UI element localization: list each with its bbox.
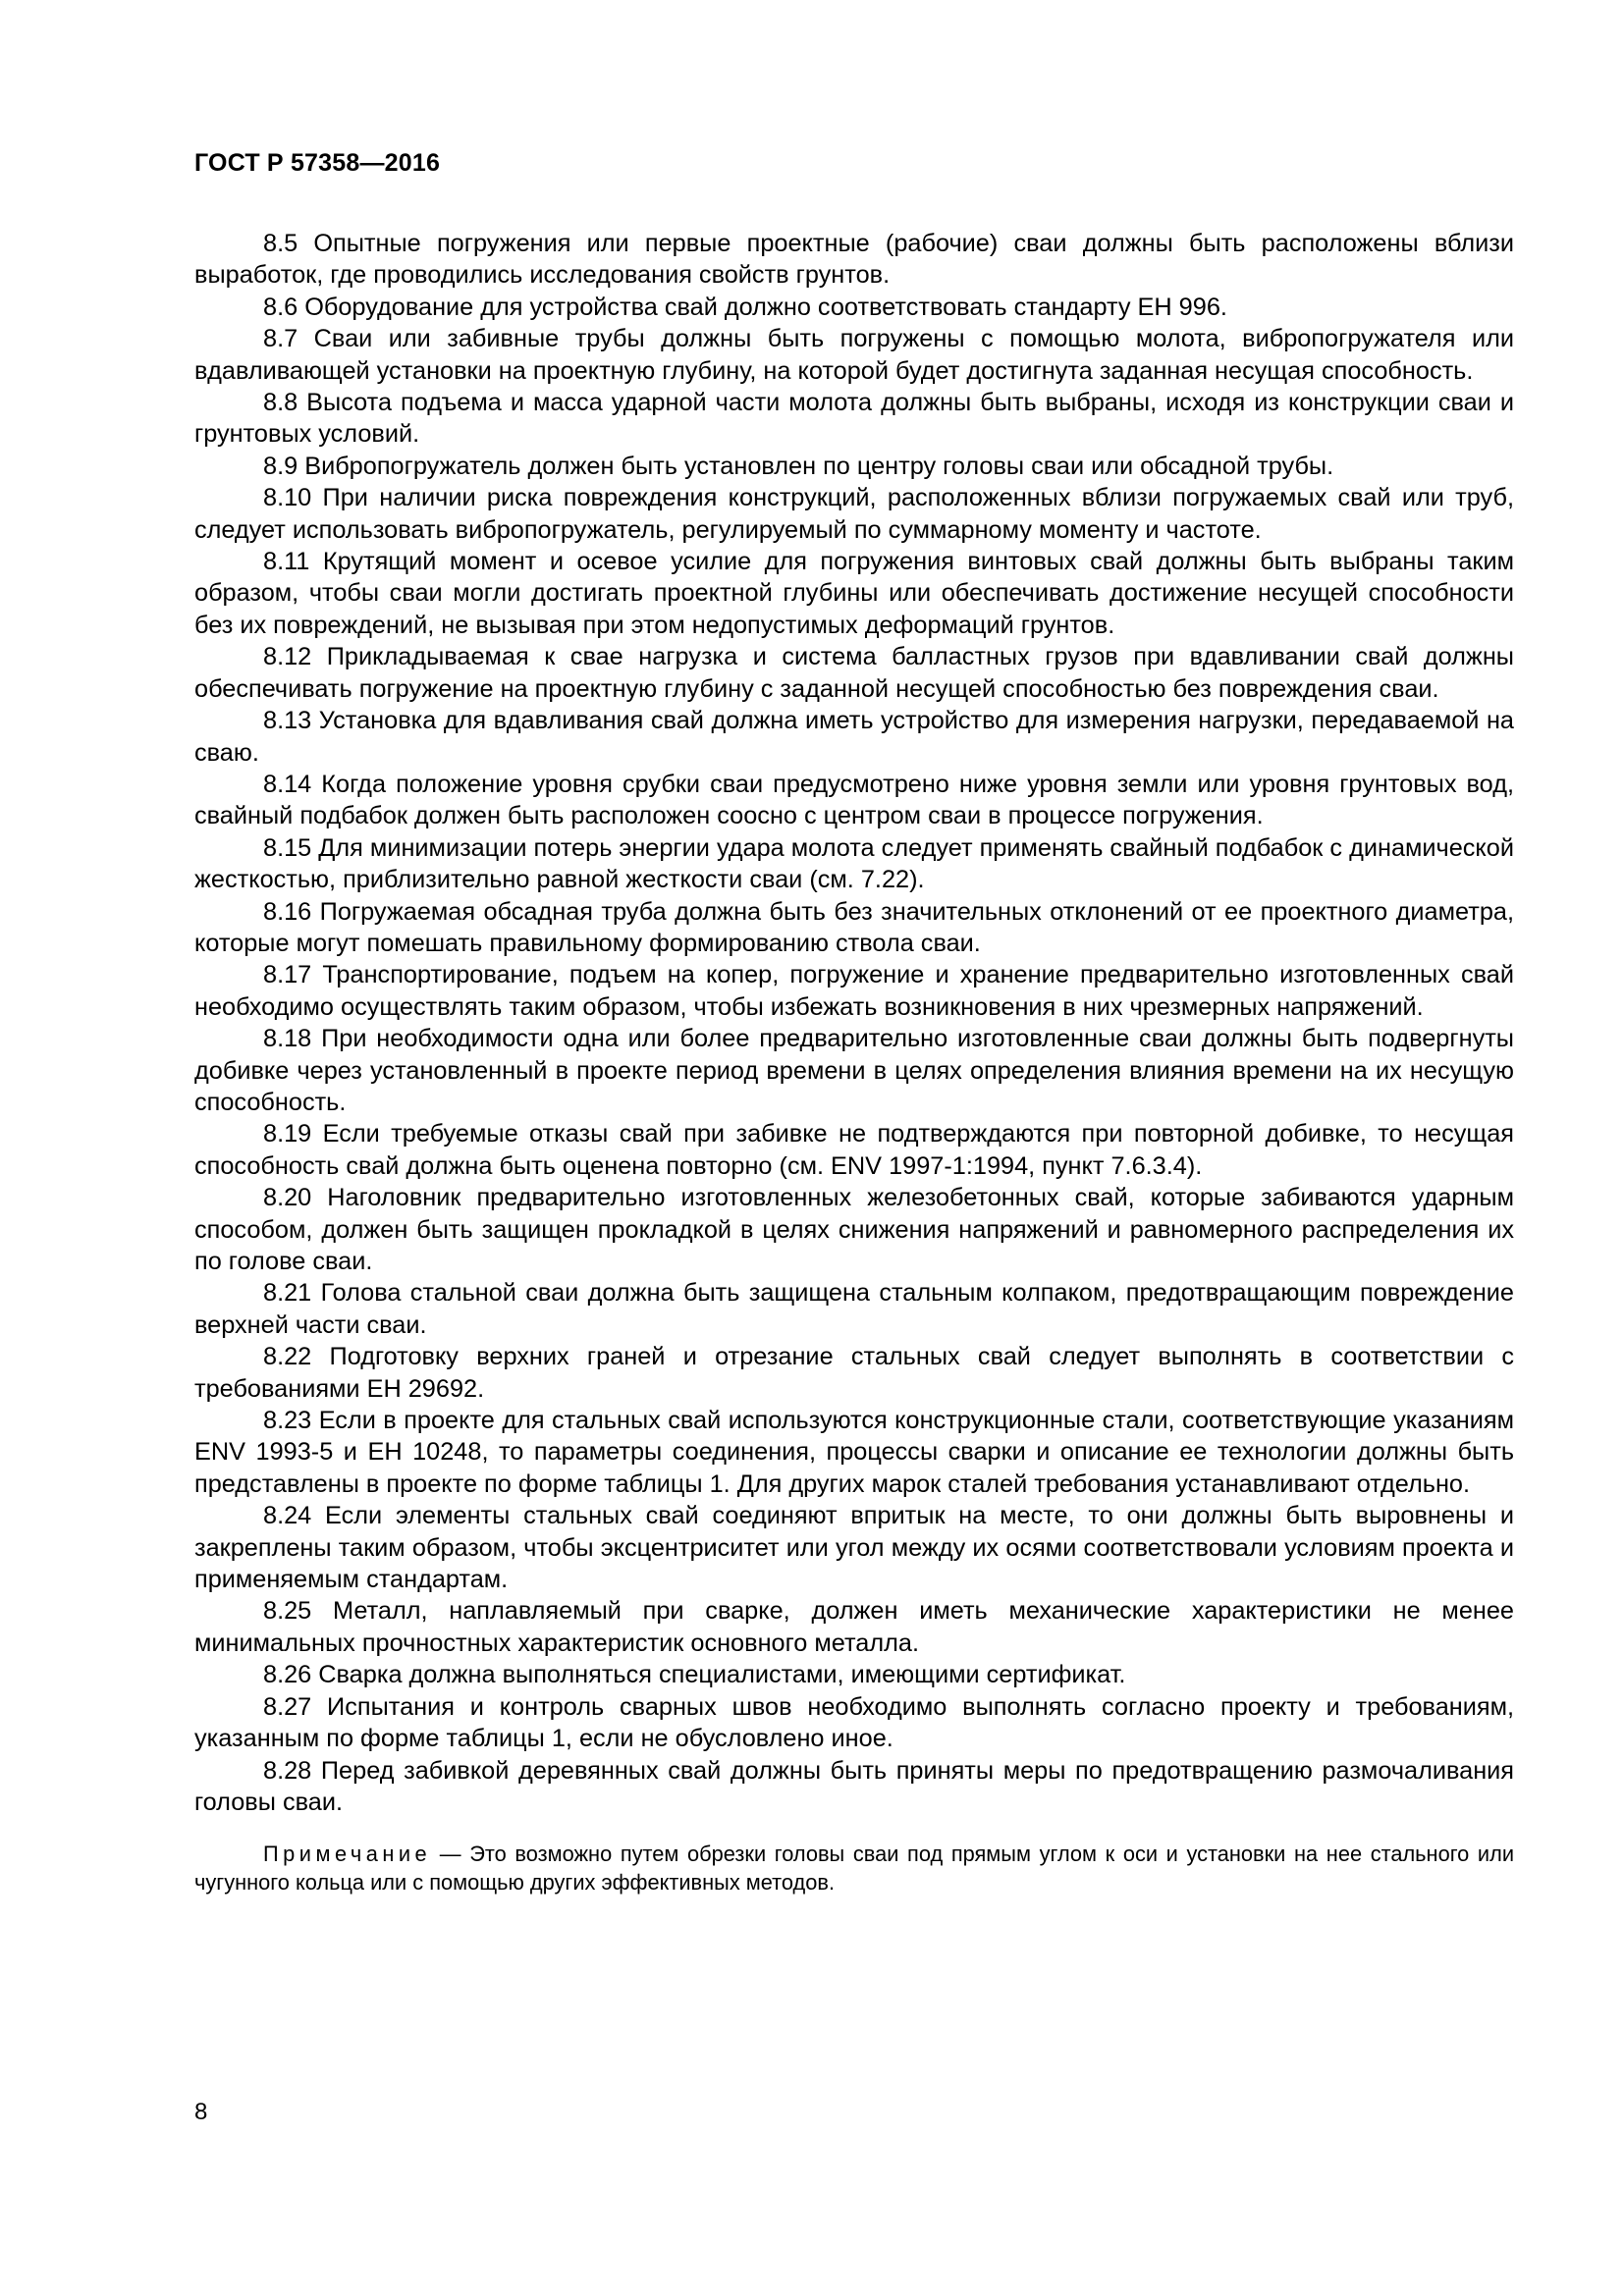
paragraph-8-26: 8.26 Сварка должна выполняться специалистами, имеющими сертификат. [263,1661,1126,1689]
paragraph-8-19: 8.19 Если требуемые отказы свай при забивке не подтверждаются при повторной добивке, то несущая способность свай должна быть оценена повторно (см. ENV 1997-1:1994, пункт 7.6.3.4). [194,1120,1514,1180]
paragraph-8-20: 8.20 Наголовник предварительно изготовленных железобетонных свай, которые забиваются ударным способом, должен быть защищен прокладкой в целях снижения напряжений и равномерного распределения их по голове сваи. [194,1184,1514,1275]
document-header-id: ГОСТ Р 57358—2016 [194,149,441,177]
paragraph-8-27: 8.27 Испытания и контроль сварных швов необходимо выполнять согласно проекту и требованиям, указанным по форме таблицы 1, если не обусловлено иное. [194,1692,1514,1753]
paragraph-8-9: 8.9 Вибропогружатель должен быть установлен по центру головы сваи или обсадной трубы. [263,452,1334,480]
paragraph-8-7: 8.7 Сваи или забивные трубы должны быть погружены с помощью молота, вибропогружателя или вдавливающей установки на проектную глубину, на которой будет достигнута заданная несущая способность. [194,325,1514,385]
paragraph-8-23: 8.23 Если в проекте для стальных свай используются конструкционные стали, соответствующие указаниям ENV 1993-5 и ЕН 10248, то параметры соединения, процессы сварки и описание ее технологии должны быть представлены в проекте по форме таблицы 1. Для других марок сталей требования устанавливают отдельно. [194,1407,1514,1498]
note-label: Примечание [263,1842,432,1867]
paragraph-8-16: 8.16 Погружаемая обсадная труба должна быть без значительных отклонений от ее проектного диаметра, которые могут помешать правильному формированию ствола сваи. [194,897,1514,957]
paragraph-8-24: 8.24 Если элементы стальных свай соединяют впритык на месте, то они должны быть выровнены и закреплены таким образом, чтобы эксцентриситет или угол между их осями соответствовали условиям проекта и применяемым стандартам. [194,1502,1514,1594]
document-body [194,228,1514,1896]
paragraph-8-22: 8.22 Подготовку верхних граней и отрезание стальных свай следует выполнять в соответствии с требованиями ЕН 29692. [194,1343,1514,1403]
paragraph-8-5: 8.5 Опытные погружения или первые проектные (рабочие) сваи должны быть расположены вблизи выработок, где проводились исследования свойств грунтов. [194,230,1514,290]
paragraph-8-18: 8.18 При необходимости одна или более предварительно изготовленные сваи должны быть подвергнуты добивке через установленный в проекте период времени в целях определения влияния времени на их несущую способность. [194,1025,1514,1116]
paragraph-8-25: 8.25 Металл, наплавляемый при сварке, должен иметь механические характеристики не менее минимальных прочностных характеристик основного металла. [194,1597,1514,1657]
paragraph-8-14: 8.14 Когда положение уровня срубки сваи предусмотрено ниже уровня земли или уровня грунтовых вод, свайный подбабок должен быть расположен соосно с центром сваи в процессе погружения. [194,770,1514,830]
paragraph-8-12: 8.12 Прикладываемая к свае нагрузка и система балластных грузов при вдавливании свай должны обеспечивать погружение на проектную глубину с заданной несущей способностью без повреждения сваи. [194,643,1514,703]
note-text: — Это возможно путем обрезки головы сваи под прямым углом к оси и установки на нее стального или чугунного кольца или с помощью других эффективных методов. [194,1842,1514,1896]
paragraph-8-13: 8.13 Установка для вдавливания свай должна иметь устройство для измерения нагрузки, передаваемой на сваю. [194,707,1514,767]
paragraph-8-8: 8.8 Высота подъема и масса ударной части молота должны быть выбраны, исходя из конструкции сваи и грунтовых условий. [194,389,1514,449]
paragraph-8-15: 8.15 Для минимизации потерь энергии удара молота следует применять свайный подбабок с динамической жесткостью, приблизительно равной жесткости сваи (см. 7.22). [194,833,1514,894]
paragraph-8-17: 8.17 Транспортирование, подъем на копер, погружение и хранение предварительно изготовленных свай необходимо осуществлять таким образом, чтобы избежать возникновения в них чрезмерных напряжений. [194,961,1514,1021]
paragraph-8-21: 8.21 Голова стальной сваи должна быть защищена стальным колпаком, предотвращающим повреждение верхней части сваи. [194,1279,1514,1339]
paragraph-8-6: 8.6 Оборудование для устройства свай должно соответствовать стандарту ЕН 996. [263,293,1227,321]
paragraph-8-11: 8.11 Крутящий момент и осевое усилие для погружения винтовых свай должны быть выбраны таким образом, чтобы сваи могли достигать проектной глубины или обеспечивать достижение несущей способности без их повреждений, не вызывая при этом недопустимых деформаций грунтов. [194,548,1514,639]
page-number: 8 [194,2099,208,2125]
paragraph-8-28: 8.28 Перед забивкой деревянных свай должны быть приняты меры по предотвращению размочаливания головы сваи. [194,1756,1514,1816]
paragraph-8-10: 8.10 При наличии риска повреждения конструкций, расположенных вблизи погружаемых свай или труб, следует использовать вибропогружатель, регулируемый по суммарному моменту и частоте. [194,484,1514,544]
note [194,1840,1514,1896]
